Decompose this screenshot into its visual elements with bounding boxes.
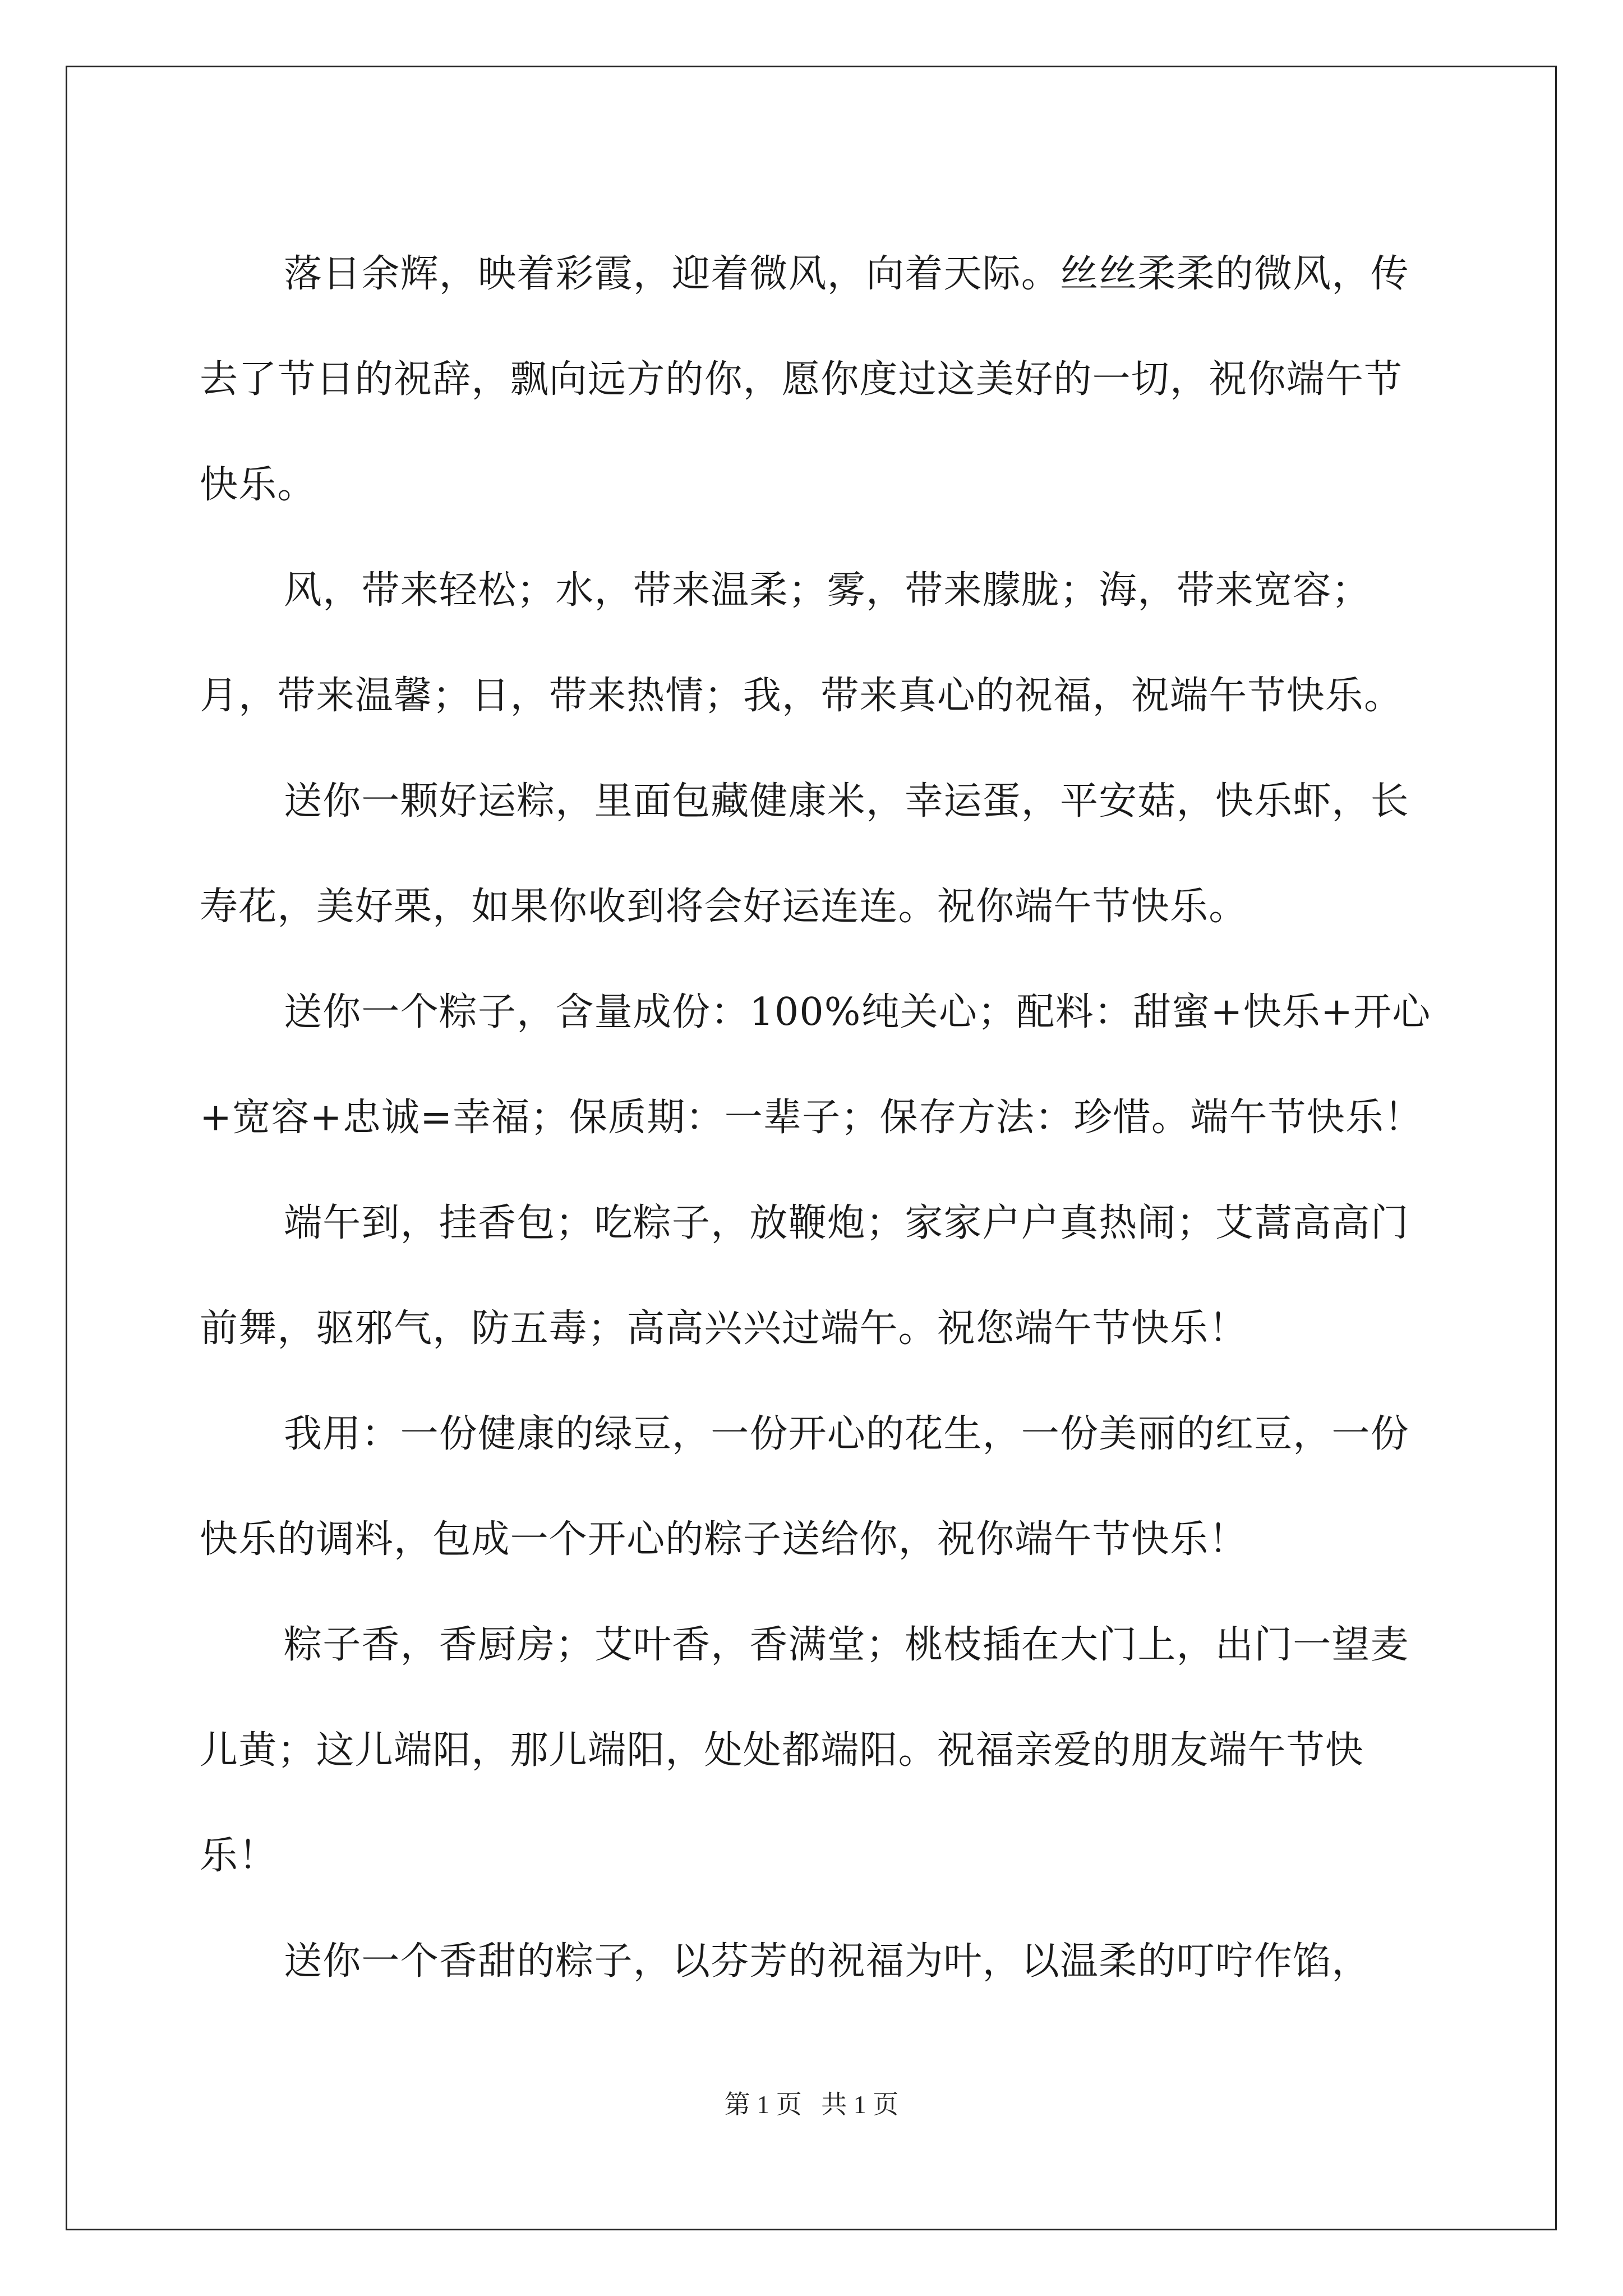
paragraph: 粽子香，香厨房；艾叶香，香满堂；桃枝插在大门上，出门一望麦儿黄；这儿端阳，那儿端阳，处处都端阳。祝福亲爱的朋友端午节快乐！ <box>200 1623 1409 1878</box>
paragraph: 送你一个香甜的粽子，以芬芳的祝福为叶，以温柔的叮咛作馅， <box>284 1939 1371 1984</box>
paragraph: 端午到，挂香包；吃粽子，放鞭炮；家家户户真热闹；艾蒿高高门前舞，驱邪气，防五毒；高高兴兴过端午。祝您端午节快乐！ <box>200 1201 1409 1351</box>
paragraph: 送你一颗好运粽，里面包藏健康米，幸运蛋，平安菇，快乐虾，长寿花，美好栗，如果你收到将会好运连连。祝你端午节快乐。 <box>200 779 1409 929</box>
paragraph: 落日余辉，映着彩霞，迎着微风，向着天际。丝丝柔柔的微风，传去了节日的祝辞，飘向远方的你，愿你度过这美好的一切，祝你端午节快乐。 <box>200 252 1409 507</box>
paragraph: 风，带来轻松；水，带来温柔；雾，带来朦胧；海，带来宽容；月，带来温馨；日，带来热情；我，带来真心的祝福，祝端午节快乐。 <box>200 568 1403 718</box>
paragraph: 送你一个粽子，含量成份：100%纯关心；配料：甜蜜+快乐+开心+宽容+忠诚=幸福；保质期：一辈子；保存方法：珍惜。端午节快乐！ <box>200 990 1431 1140</box>
page-footer: 第 1 页 共 1 页 <box>724 2090 899 2119</box>
document-body <box>200 222 1433 2014</box>
paragraph: 我用：一份健康的绿豆，一份开心的花生，一份美丽的红豆，一份快乐的调料，包成一个开心的粽子送给你，祝你端午节快乐！ <box>200 1412 1409 1562</box>
